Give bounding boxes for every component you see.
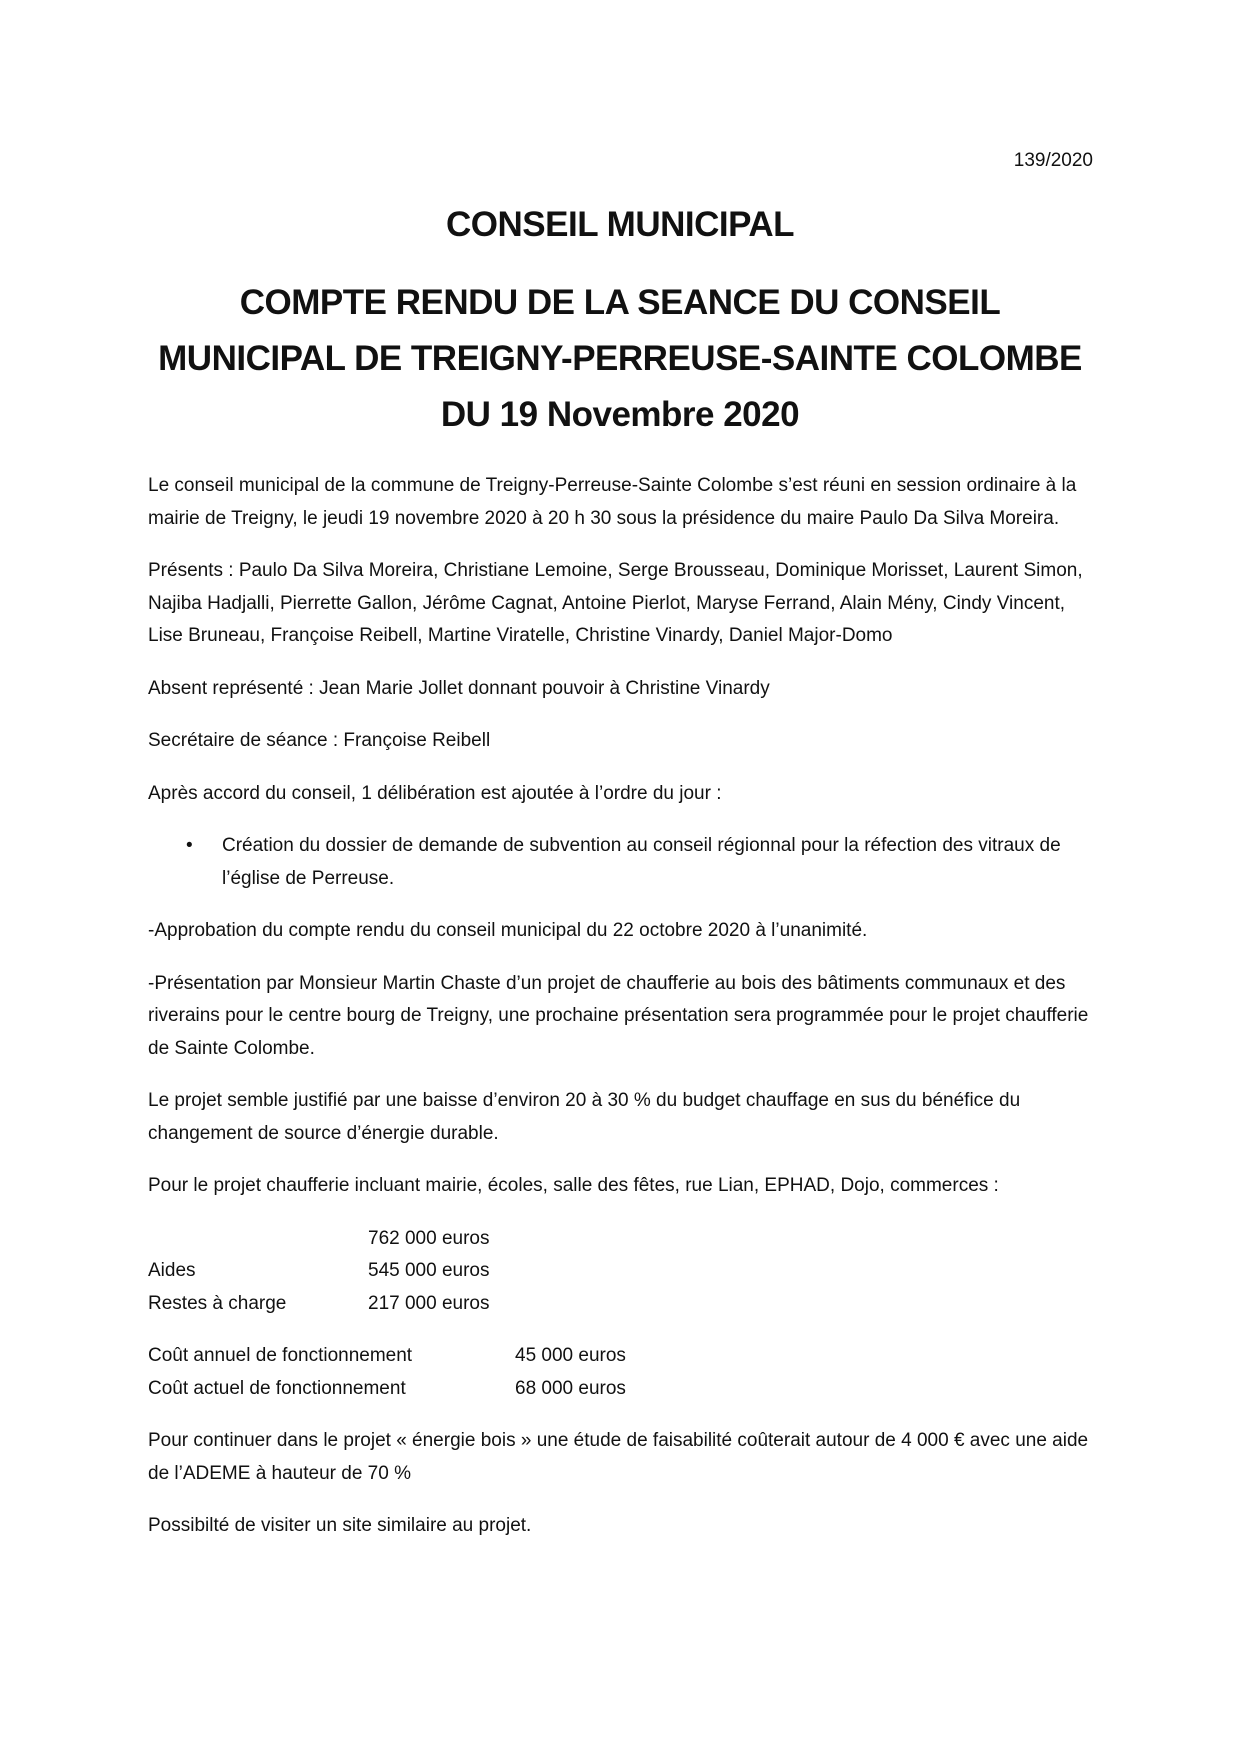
title-line-3: DU 19 Novembre 2020 xyxy=(440,395,800,434)
financing-label: Restes à charge xyxy=(148,1292,287,1314)
etude-paragraph: Pour continuer dans le projet « énergie bois » une étude de faisabilité coûterait autour de 4 000 € avec une aide de l’ADEME à hauteur de 70 % xyxy=(148,1430,1089,1484)
projet-intro-paragraph: Pour le projet chaufferie incluant mairie, écoles, salle des fêtes, rue Lian, EPHAD, Dojo, commerces : xyxy=(148,1175,999,1196)
intro-paragraph: Le conseil municipal de la commune de Treigny-Perreuse-Sainte Colombe s’est réuni en session ordinaire à la mairie de Treigny, le jeudi 19 novembre 2020 à 20 h 30 sous la présidence du maire Paulo Da Silva Moreira. xyxy=(148,475,1077,529)
table-row xyxy=(148,1255,490,1288)
financing-label xyxy=(148,1223,368,1256)
visite-paragraph: Possibilté de visiter un site similaire au projet. xyxy=(148,1515,532,1536)
title-line-1: COMPTE RENDU DE LA SEANCE DU CONSEIL xyxy=(239,283,1001,322)
absent-paragraph: Absent représenté : Jean Marie Jollet donnant pouvoir à Christine Vinardy xyxy=(148,677,770,699)
list-item xyxy=(148,830,1094,895)
document-title xyxy=(0,205,1240,443)
agenda-bullet-list xyxy=(148,830,1094,895)
financing-table xyxy=(148,1223,490,1321)
costs-table xyxy=(148,1340,626,1405)
approbation-paragraph: -Approbation du compte rendu du conseil municipal du 22 octobre 2020 à l’unanimité. xyxy=(148,920,868,941)
ajout-paragraph: Après accord du conseil, 1 délibération est ajoutée à l’ordre du jour : xyxy=(148,782,722,804)
bullet-icon: • xyxy=(186,835,193,856)
table-row xyxy=(148,1340,626,1373)
cost-value: 68 000 euros xyxy=(515,1377,626,1399)
financing-value: 762 000 euros xyxy=(368,1227,490,1249)
financing-label: Aides xyxy=(148,1260,196,1281)
presentation-paragraph: -Présentation par Monsieur Martin Chaste d’un projet de chaufferie au bois des bâtiments communaux et des riverains pour le centre bourg de Treigny, une prochaine présentation sera programmée pour le projet chaufferie de Sainte Colombe. xyxy=(148,972,1089,1059)
title-main: CONSEIL MUNICIPAL xyxy=(446,205,794,244)
document-body xyxy=(148,470,1094,1563)
justification-paragraph: Le projet semble justifié par une baisse d’environ 20 à 30 % du budget chauffage en sus du bénéfice du changement de source d’énergie durable. xyxy=(148,1090,1021,1144)
financing-value: 217 000 euros xyxy=(368,1292,490,1314)
table-row xyxy=(148,1223,490,1256)
cost-value: 45 000 euros xyxy=(515,1345,626,1366)
page-number: 139/2020 xyxy=(1013,150,1093,171)
bullet-text: Création du dossier de demande de subvention au conseil régionnal pour la réfection des vitraux de l’église de Perreuse. xyxy=(222,835,1061,889)
presents-paragraph: Présents : Paulo Da Silva Moreira, Christiane Lemoine, Serge Brousseau, Dominique Morisset, Laurent Simon, Najiba Hadjalli, Pierrette Gallon, Jérôme Cagnat, Antoine Pierlot, Maryse Ferrand, Alain Mény, Cindy Vincent, Lise Bruneau, Françoise Reibell, Martine Viratelle, Christine Vinardy, Daniel Major-Domo xyxy=(148,560,1083,646)
financing-value: 545 000 euros xyxy=(368,1260,490,1281)
table-row xyxy=(148,1288,490,1321)
table-row xyxy=(148,1373,626,1406)
secretaire-paragraph: Secrétaire de séance : Françoise Reibell xyxy=(148,730,491,751)
title-line-2: MUNICIPAL DE TREIGNY-PERREUSE-SAINTE COLOMBE xyxy=(158,339,1082,378)
cost-label: Coût annuel de fonctionnement xyxy=(148,1345,413,1366)
cost-label: Coût actuel de fonctionnement xyxy=(148,1377,406,1399)
